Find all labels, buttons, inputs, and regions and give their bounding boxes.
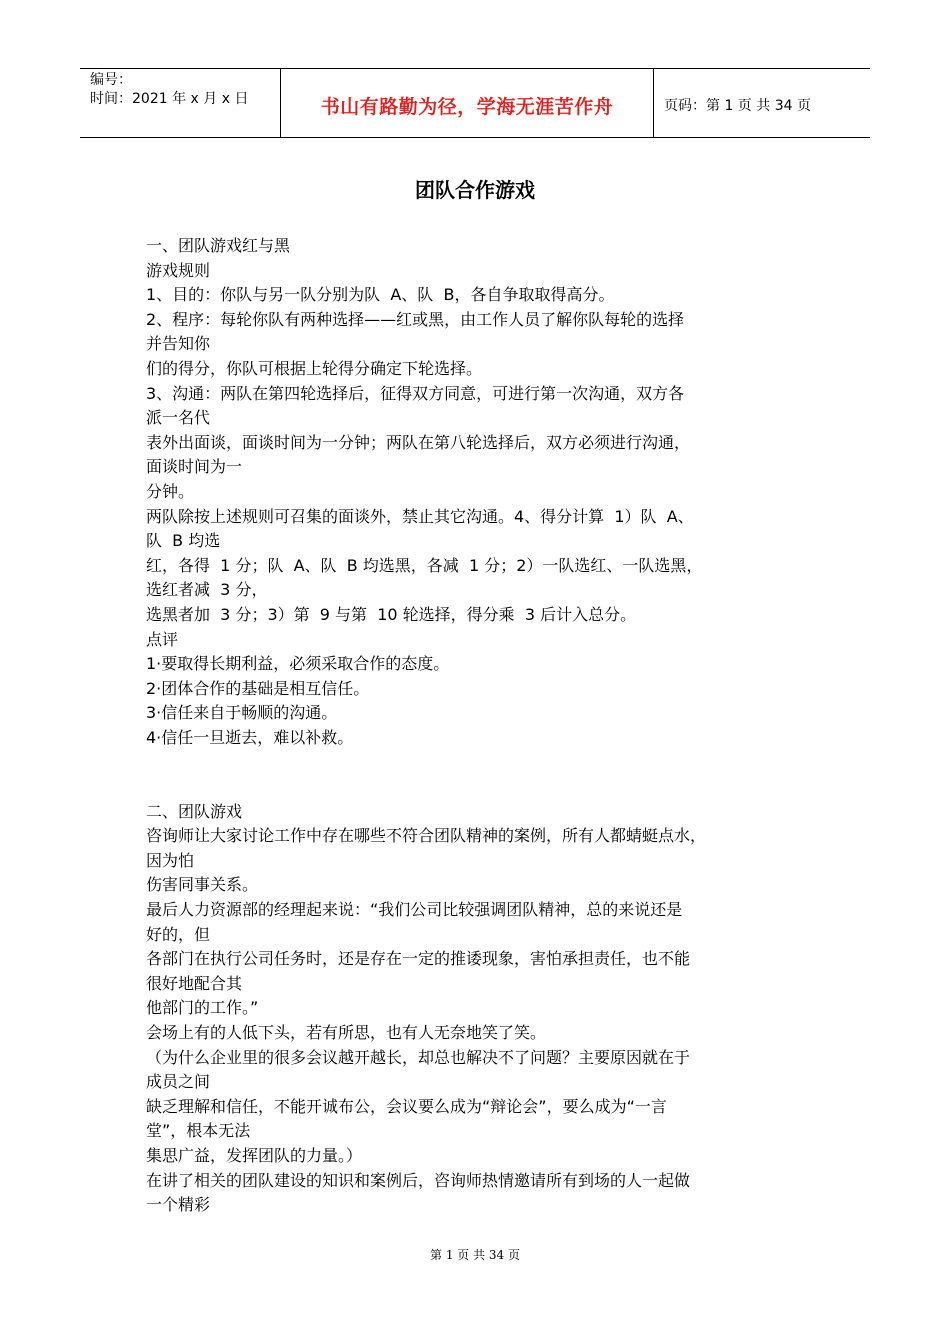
body-line: 选黑者加 3 分；3）第 9 与第 10 轮选择，得分乘 3 后计入总分。 <box>146 604 637 624</box>
body-line: 并告知你 <box>146 334 211 354</box>
body-line: 很好地配合其 <box>146 973 243 993</box>
body-line: 面谈时间为一 <box>146 457 243 477</box>
body-line: 们的得分，你队可根据上轮得分确定下轮选择。 <box>146 358 483 378</box>
body-line: 一个精彩 <box>146 1195 211 1215</box>
body-line: 两队除按上述规则可召集的面谈外，禁止其它沟通。4、得分计算 1）队 A、 <box>146 506 694 526</box>
body-line: 在讲了相关的团队建设的知识和案例后，咨询师热情邀请所有到场的人一起做 <box>146 1170 691 1190</box>
body-line: 好的，但 <box>146 924 211 944</box>
body-line: 2·团体合作的基础是相互信任。 <box>146 678 370 698</box>
body-line: 一、团队游戏红与黑 <box>146 236 291 255</box>
body-line: 1、目的：你队与另一队分别为队 A、队 B，各自争取取得高分。 <box>146 285 615 305</box>
body-line: 最后人力资源部的经理起来说：“我们公司比较强调团队精神，总的来说还是 <box>146 900 683 920</box>
body-line: 缺乏理解和信任，不能开诚布公，会议要么成为“辩论会”，要么成为“一言 <box>146 1096 667 1116</box>
body-line: 会场上有的人低下头，若有所思，也有人无奈地笑了笑。 <box>146 1023 547 1042</box>
body-line: 他部门的工作。” <box>146 998 259 1018</box>
body-line: 选红者减 3 分， <box>146 580 268 600</box>
body-line: 堂”，根本无法 <box>146 1121 251 1141</box>
body-line: 点评 <box>146 629 179 649</box>
header-page-info: 页码：第 1 页 共 34 页 <box>664 98 811 114</box>
document-body <box>146 234 806 1218</box>
body-line: 4·信任一旦逝去，难以补救。 <box>146 727 354 747</box>
body-line: 游戏规则 <box>146 260 211 280</box>
body-line: 因为怕 <box>146 850 195 870</box>
body-line <box>146 750 806 775</box>
body-line: 1·要取得长期利益，必须采取合作的态度。 <box>146 654 450 674</box>
body-line: 成员之间 <box>146 1072 211 1092</box>
header-motto: 书山有路勤为径，学海无涯苦作舟 <box>281 69 654 137</box>
body-line: 2、程序：每轮你队有两种选择——红或黑，由工作人员了解你队每轮的选择 <box>146 309 685 329</box>
body-line: 表外出面谈，面谈时间为一分钟；两队在第八轮选择后，双方必须进行沟通， <box>146 432 691 452</box>
body-line <box>146 775 806 800</box>
body-line: 派一名代 <box>146 408 211 428</box>
body-line: 3·信任来自于畅顺的沟通。 <box>146 703 338 723</box>
document-time-label: 时间：2021 年 x 月 x 日 <box>90 91 249 107</box>
document-number-label: 编号： <box>90 72 132 88</box>
body-line: 红，各得 1 分；队 A、队 B 均选黑，各减 1 分；2）一队选红、一队选黑， <box>146 555 703 575</box>
body-line: 分钟。 <box>146 481 195 501</box>
body-line: 伤害同事关系。 <box>146 875 259 895</box>
body-line: 3、沟通：两队在第四轮选择后，征得双方同意，可进行第一次沟通，双方各 <box>146 383 685 403</box>
body-line: 各部门在执行公司任务时，还是存在一定的推诿现象，害怕承担责任，也不能 <box>146 949 691 969</box>
page-footer: 第 1 页 共 34 页 <box>430 1248 520 1262</box>
body-line: 队 B 均选 <box>146 531 221 551</box>
document-title: 团队合作游戏 <box>415 178 535 202</box>
header-table <box>80 68 870 138</box>
body-line: （为什么企业里的很多会议越开越长，却总也解决不了问题？主要原因就在于 <box>146 1047 691 1067</box>
body-line: 二、团队游戏 <box>146 801 243 821</box>
body-line: 集思广益，发挥团队的力量。） <box>146 1145 363 1165</box>
header-meta-cell <box>80 69 281 137</box>
body-line: 咨询师让大家讨论工作中存在哪些不符合团队精神的案例，所有人都蜻蜓点水， <box>146 826 707 846</box>
